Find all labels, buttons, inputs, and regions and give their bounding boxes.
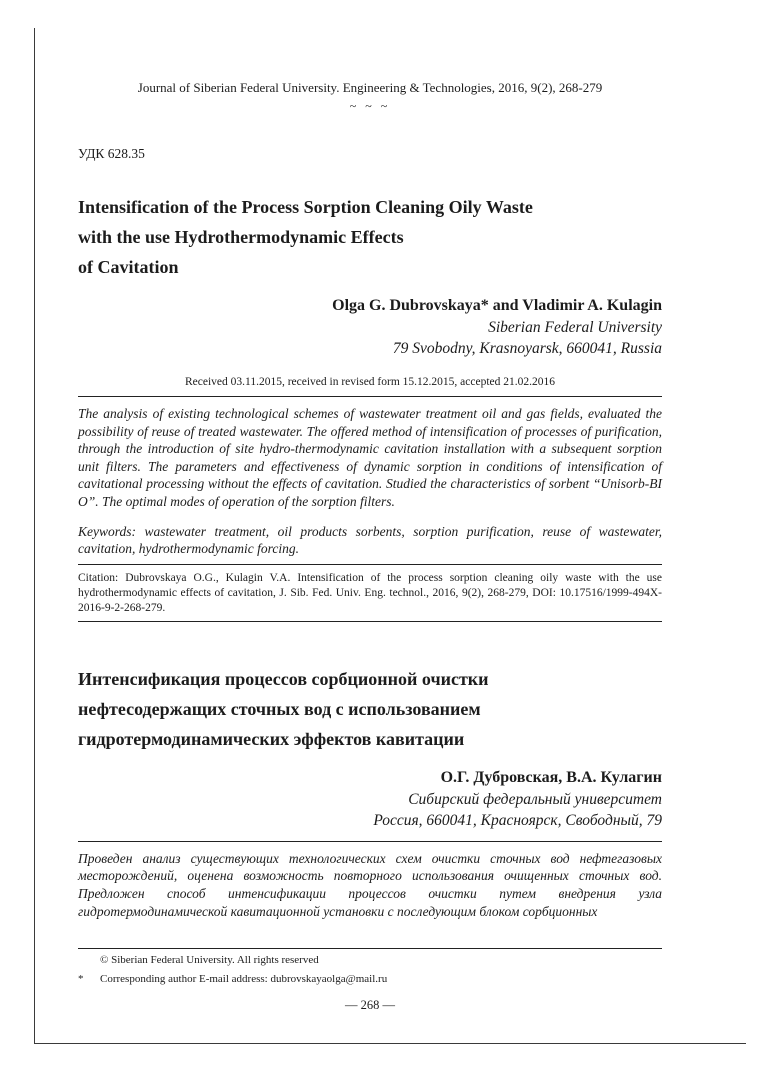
corresponding-author-text: Corresponding author E-mail address: dubrovskayaolga@mail.ru bbox=[100, 973, 388, 985]
abstract-en: The analysis of existing technological schemes of wastewater treatment oil and gas fields, evaluated the possibility of reuse of treated wastewater. The offered method of intensification of processes of purification, through the introduction of site hydro-thermodynamic cavitation installation with a subsequent sorption unit filters. The parameters and effectiveness of dynamic sorption in conditions of intensification of cavitational processing without the effects of cavitation. Studied the characteristics of sorbent “Unisorb-BI O”. The optimal modes of operation of the sorption filters. bbox=[78, 406, 662, 509]
title-line-ru: нефтесодержащих сточных вод с использованием bbox=[78, 698, 481, 719]
title-line-en: with the use Hydrothermodynamic Effects bbox=[78, 227, 404, 247]
rule-below-citation bbox=[78, 621, 662, 622]
received-line: Received 03.11.2015, received in revised form 15.12.2015, accepted 21.02.2016 bbox=[184, 376, 556, 388]
corresponding-author-note bbox=[78, 972, 662, 987]
affiliation-en: Siberian Federal University bbox=[488, 319, 662, 336]
address-ru: Россия, 660041, Красноярск, Свободный, 79 bbox=[373, 811, 662, 829]
page-number: — 268 — bbox=[345, 998, 395, 1012]
affiliation-ru: Сибирский федеральный университет bbox=[408, 790, 662, 808]
authors-block-ru bbox=[78, 766, 662, 831]
title-line-en: of Cavitation bbox=[78, 257, 179, 277]
page-border-left bbox=[34, 28, 35, 1044]
page-border-bottom bbox=[34, 1043, 746, 1044]
copyright-note bbox=[78, 953, 662, 968]
rule-above-abstract-ru bbox=[78, 841, 662, 842]
title-line-ru: гидротермодинамических эффектов кавитации bbox=[78, 728, 465, 749]
article-title-ru bbox=[78, 664, 662, 754]
keywords-en: Keywords: wastewater treatment, oil products sorbents, sorption purification, reuse of wastewater, cavitation, hydrothermodynamic forcing. bbox=[78, 523, 662, 557]
footnote-separator bbox=[78, 948, 662, 949]
address-en: 79 Svobodny, Krasnoyarsk, 660041, Russia bbox=[392, 340, 662, 357]
page-content bbox=[78, 0, 662, 920]
title-line-en: Intensification of the Process Sorption Cleaning Oily Waste bbox=[78, 197, 533, 217]
tilde-separator: ~ ~ ~ bbox=[349, 99, 391, 113]
article-title-en bbox=[78, 192, 662, 282]
asterisk-marker: * bbox=[78, 973, 84, 985]
authors-block-en bbox=[78, 294, 662, 359]
authors-ru: О.Г. Дубровская, В.А. Кулагин bbox=[440, 768, 662, 786]
rule-above-abstract bbox=[78, 396, 662, 397]
page-footer bbox=[78, 948, 662, 1013]
rule-above-citation bbox=[78, 564, 662, 565]
journal-header: Journal of Siberian Federal University. Engineering & Technologies, 2016, 9(2), 268-279 bbox=[137, 80, 603, 95]
title-line-ru: Интенсификация процессов сорбционной очистки bbox=[78, 668, 489, 689]
abstract-ru: Проведен анализ существующих технологических схем очистки сточных вод нефтегазовых месторождений, оценена возможность повторного использования очищенных сточных вод. Предложен способ интенсификации процессов очистки путем внедрения узла гидротермодинамической кавитационной установки с последующим блоком сорбционных bbox=[78, 850, 662, 919]
authors-en: Olga G. Dubrovskaya* and Vladimir A. Kulagin bbox=[332, 297, 662, 314]
copyright-text: © Siberian Federal University. All rights reserved bbox=[100, 954, 319, 966]
citation-block: Citation: Dubrovskaya O.G., Kulagin V.A. Intensification of the process sorption cleaning oily waste with the use hydrothermodynamic effects of cavitation, J. Sib. Fed. Univ. Eng. technol., 2016, 9(2), 268-279, DOI: 10.17516/1999-494X-2016-9-2-268-279. bbox=[78, 571, 662, 614]
udk-code: УДК 628.35 bbox=[78, 146, 145, 161]
